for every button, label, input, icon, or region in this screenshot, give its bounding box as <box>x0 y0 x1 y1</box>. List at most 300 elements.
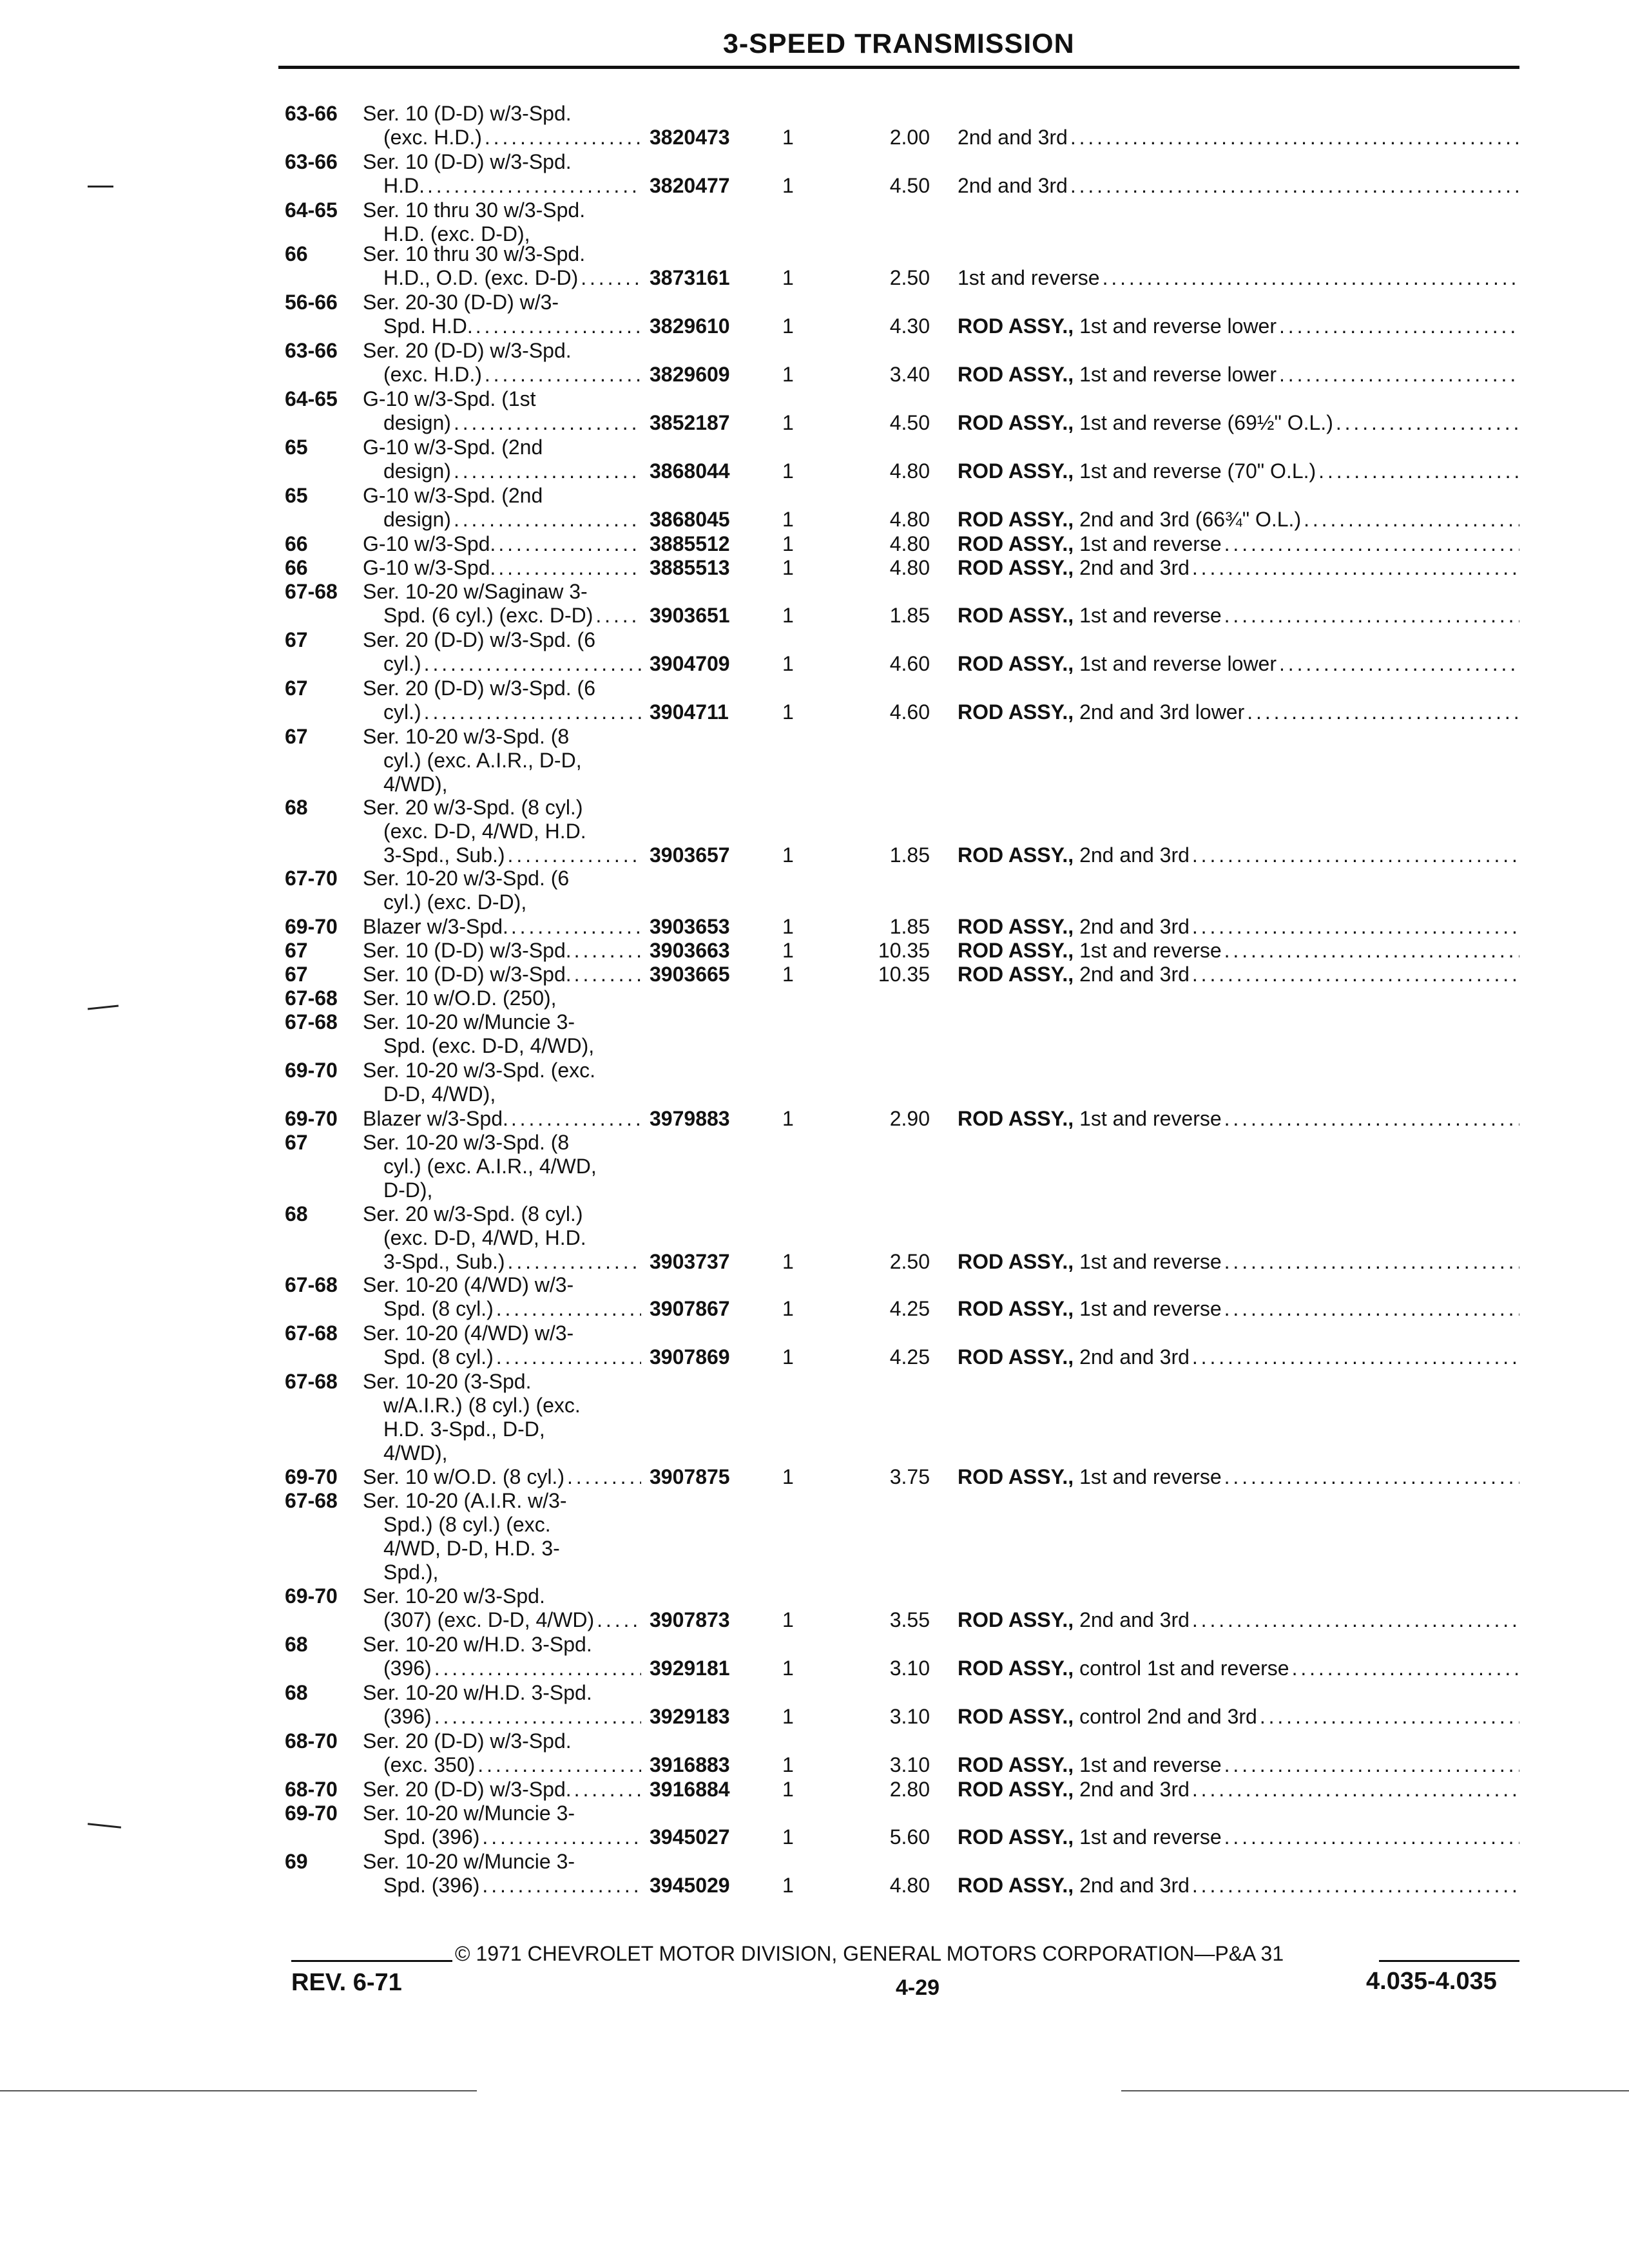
application-line: cyl.) (exc. A.I.R., D-D, <box>383 749 582 772</box>
part-number: 3852187 <box>650 411 730 434</box>
description <box>958 1608 1519 1632</box>
description-text <box>958 843 1190 867</box>
quantity: 1 <box>782 939 794 962</box>
description-bold: ROD ASSY., <box>958 915 1074 938</box>
description <box>958 604 1519 628</box>
dot-leader <box>511 1107 641 1131</box>
margin-mark <box>88 186 113 187</box>
quantity: 1 <box>782 1778 794 1801</box>
part-number: 3916883 <box>650 1753 730 1776</box>
description-bold: ROD ASSY., <box>958 1753 1074 1776</box>
description-bold: ROD ASSY., <box>958 411 1074 434</box>
model-year: 67 <box>285 628 308 651</box>
description-bold: ROD ASSY., <box>958 1345 1074 1369</box>
dot-leader <box>1224 1753 1519 1777</box>
description <box>958 915 1519 939</box>
model-year: 69-70 <box>285 1465 338 1488</box>
dot-leader <box>1224 939 1519 963</box>
application-line <box>363 1250 641 1274</box>
application-text: Spd. H.D. <box>383 314 473 338</box>
application-line: 4/WD), <box>383 773 448 796</box>
description-bold: ROD ASSY., <box>958 1465 1074 1488</box>
model-year: 68 <box>285 796 308 819</box>
application-line <box>363 314 641 338</box>
footer-rule <box>291 1960 452 1962</box>
description-bold: ROD ASSY., <box>958 556 1074 579</box>
application-line <box>363 1345 641 1369</box>
description-bold: ROD ASSY., <box>958 1705 1074 1728</box>
application <box>363 580 641 628</box>
application-text: design) <box>383 459 451 483</box>
description-text <box>958 1250 1222 1274</box>
dot-leader <box>1279 363 1519 387</box>
quantity: 1 <box>782 1825 794 1849</box>
application <box>363 1633 641 1680</box>
model-year: 69-70 <box>285 915 338 938</box>
description-detail: control 1st and reverse <box>1079 1657 1289 1680</box>
model-year: 67-68 <box>285 580 338 603</box>
part-number: 3907875 <box>650 1465 730 1488</box>
application-line: Ser. 10-20 w/Muncie 3- <box>363 1802 575 1825</box>
page-title: 3-SPEED TRANSMISSION <box>723 28 1075 59</box>
model-year: 67 <box>285 1131 308 1154</box>
part-number: 3907873 <box>650 1608 730 1631</box>
dot-leader <box>574 963 641 986</box>
description-text <box>958 411 1333 435</box>
part-number: 3903651 <box>650 604 730 627</box>
dot-leader <box>595 604 641 628</box>
quantity: 1 <box>782 1297 794 1320</box>
description-detail: 2nd and 3rd <box>1079 1608 1190 1631</box>
application-line: 4/WD), <box>383 1441 448 1465</box>
description-text <box>958 1297 1222 1321</box>
description-text <box>958 915 1190 939</box>
dot-leader <box>434 1705 641 1729</box>
application <box>363 484 641 532</box>
dot-leader <box>581 266 641 290</box>
description-detail: 2nd and 3rd lower <box>1079 700 1245 724</box>
part-number: 3829610 <box>650 314 730 338</box>
description-text <box>958 363 1277 387</box>
application-text: (396) <box>383 1705 432 1728</box>
application <box>363 1131 641 1202</box>
description-text <box>958 652 1277 676</box>
description-text <box>958 1705 1257 1729</box>
quantity: 1 <box>782 1753 794 1776</box>
application <box>363 102 641 149</box>
application-line: G-10 w/3-Spd. (2nd <box>363 436 543 459</box>
application-text: Blazer w/3-Spd. <box>363 915 508 938</box>
dot-leader <box>1224 1107 1519 1131</box>
part-number: 3916884 <box>650 1778 730 1801</box>
model-year: 63-66 <box>285 150 338 173</box>
dot-leader <box>454 459 641 483</box>
application-line <box>363 1657 641 1680</box>
description-text <box>958 1465 1222 1489</box>
application <box>363 242 641 290</box>
description-detail: 1st and reverse <box>1079 1825 1222 1849</box>
application-line <box>363 1874 641 1898</box>
description-detail: 2nd and 3rd (66¾" O.L.) <box>1079 508 1302 531</box>
application <box>363 867 641 914</box>
application-line <box>363 1107 641 1131</box>
price: 10.35 <box>878 939 930 962</box>
application-text: Ser. 20 (D-D) w/3-Spd. <box>363 1778 572 1801</box>
application <box>363 986 641 1010</box>
application-line <box>363 363 641 387</box>
price: 4.60 <box>889 652 930 675</box>
application-line: Spd. (exc. D-D, 4/WD), <box>383 1034 595 1057</box>
description-bold: ROD ASSY., <box>958 652 1074 675</box>
application-line <box>363 1705 641 1729</box>
model-year: 67 <box>285 939 308 962</box>
application <box>363 1465 641 1489</box>
application-text: design) <box>383 508 451 531</box>
model-year: 68 <box>285 1633 308 1656</box>
application-line: Ser. 20 (D-D) w/3-Spd. <box>363 339 572 362</box>
application-line: Ser. 10-20 w/3-Spd. (8 <box>363 1131 570 1154</box>
description-detail: 1st and reverse <box>1079 1107 1222 1130</box>
footer-copyright: © 1971 CHEVROLET MOTOR DIVISION, GENERAL MOTORS CORPORATION—P&A 31 <box>455 1942 1284 1965</box>
description <box>958 126 1519 149</box>
application-text: Spd. (6 cyl.) (exc. D-D) <box>383 604 593 627</box>
price: 1.85 <box>889 915 930 938</box>
dot-leader <box>454 508 641 532</box>
application-line: Ser. 10-20 w/3-Spd. (6 <box>363 867 570 890</box>
price: 4.25 <box>889 1345 930 1369</box>
quantity: 1 <box>782 459 794 483</box>
application-line: D-D), <box>383 1178 433 1202</box>
quantity: 1 <box>782 266 794 289</box>
part-number: 3907869 <box>650 1345 730 1369</box>
application <box>363 628 641 676</box>
description-text <box>958 939 1222 963</box>
dot-leader <box>1247 700 1519 724</box>
description <box>958 1250 1519 1274</box>
application <box>363 1010 641 1058</box>
description-detail: 2nd and 3rd <box>1079 915 1190 938</box>
application-text: Ser. 10 (D-D) w/3-Spd. <box>363 939 572 962</box>
application <box>363 291 641 338</box>
description-detail: 2nd and 3rd <box>958 126 1068 149</box>
application-line <box>363 652 641 676</box>
application-line: Ser. 10-20 (A.I.R. w/3- <box>363 1489 567 1512</box>
dot-leader <box>508 1250 641 1274</box>
description-text <box>958 556 1190 580</box>
dot-leader <box>424 652 641 676</box>
application-text: (exc. 350) <box>383 1753 476 1776</box>
dot-leader <box>482 1825 641 1849</box>
application-line <box>363 532 641 556</box>
model-year: 67-68 <box>285 1489 338 1512</box>
description-text <box>958 700 1244 724</box>
dot-leader <box>496 1345 641 1369</box>
description-text <box>958 604 1222 628</box>
application <box>363 963 641 986</box>
price: 5.60 <box>889 1825 930 1849</box>
description-detail: 1st and reverse <box>1079 604 1222 627</box>
application-line: Ser. 20-30 (D-D) w/3- <box>363 291 559 314</box>
dot-leader <box>1192 1345 1519 1369</box>
title-rule <box>278 66 1519 69</box>
description-bold: ROD ASSY., <box>958 1874 1074 1897</box>
application <box>363 1802 641 1849</box>
description-text <box>958 1874 1190 1898</box>
model-year: 66 <box>285 242 308 265</box>
dot-leader <box>1070 174 1519 198</box>
description <box>958 508 1519 532</box>
revision-label: REV. 6-71 <box>291 1969 402 1996</box>
dot-leader <box>1336 411 1519 435</box>
description-text <box>958 266 1100 290</box>
footer-rule <box>1379 1960 1519 1962</box>
part-number: 3929181 <box>650 1657 730 1680</box>
quantity: 1 <box>782 915 794 938</box>
description <box>958 1107 1519 1131</box>
price: 4.50 <box>889 174 930 197</box>
margin-mark <box>88 1004 119 1010</box>
quantity: 1 <box>782 1874 794 1897</box>
description-bold: ROD ASSY., <box>958 700 1074 724</box>
description <box>958 1345 1519 1369</box>
application-line: Ser. 10 thru 30 w/3-Spd. <box>363 198 586 222</box>
application-line: Ser. 20 w/3-Spd. (8 cyl.) <box>363 1202 583 1225</box>
application <box>363 1202 641 1274</box>
description-detail: 2nd and 3rd <box>1079 1778 1190 1801</box>
application <box>363 1273 641 1321</box>
description-bold: ROD ASSY., <box>958 1657 1074 1680</box>
application-line <box>363 411 641 435</box>
dot-leader <box>511 915 641 939</box>
application <box>363 198 641 246</box>
part-number: 3903665 <box>650 963 730 986</box>
part-number: 3904709 <box>650 652 730 675</box>
price: 3.75 <box>889 1465 930 1488</box>
application-line <box>363 1465 641 1489</box>
dot-leader <box>1224 532 1519 556</box>
section-number: 4.035-4.035 <box>1366 1968 1497 1995</box>
application-line <box>363 126 641 149</box>
description-bold: ROD ASSY., <box>958 1250 1074 1273</box>
price: 3.40 <box>889 363 930 386</box>
application-text: 3-Spd., Sub.) <box>383 843 505 867</box>
dot-leader <box>454 411 641 435</box>
price: 4.30 <box>889 314 930 338</box>
part-number: 3929183 <box>650 1705 730 1728</box>
application-line: w/A.I.R.) (8 cyl.) (exc. <box>383 1394 581 1417</box>
application <box>363 436 641 483</box>
part-number: 3829609 <box>650 363 730 386</box>
application-line: Spd.) (8 cyl.) (exc. <box>383 1513 551 1536</box>
model-year: 67-70 <box>285 867 338 890</box>
dot-leader <box>1224 604 1519 628</box>
part-number: 3903663 <box>650 939 730 962</box>
application-line <box>363 843 641 867</box>
application-line <box>363 1608 641 1632</box>
description-bold: ROD ASSY., <box>958 532 1074 555</box>
application-text: Spd. (396) <box>383 1825 480 1849</box>
description-detail: 1st and reverse <box>1079 1250 1222 1273</box>
description <box>958 700 1519 724</box>
dot-leader <box>476 314 641 338</box>
dot-leader <box>496 1297 641 1321</box>
quantity: 1 <box>782 556 794 579</box>
application-text: Blazer w/3-Spd. <box>363 1107 508 1130</box>
application-text: design) <box>383 411 451 434</box>
dot-leader <box>424 700 641 724</box>
part-number: 3903737 <box>650 1250 730 1273</box>
part-number: 3868045 <box>650 508 730 531</box>
model-year: 69-70 <box>285 1059 338 1082</box>
dot-leader <box>1192 963 1519 986</box>
application-line: Ser. 20 (D-D) w/3-Spd. <box>363 1729 572 1753</box>
price: 2.50 <box>889 266 930 289</box>
part-number: 3907867 <box>650 1297 730 1320</box>
application-line <box>363 266 641 290</box>
description <box>958 1465 1519 1489</box>
description-text <box>958 1608 1190 1632</box>
description-text <box>958 1107 1222 1131</box>
application <box>363 939 641 963</box>
application-text: (307) (exc. D-D, 4/WD) <box>383 1608 595 1631</box>
dot-leader <box>508 843 641 867</box>
application-line <box>363 174 641 198</box>
price: 3.10 <box>889 1705 930 1728</box>
description <box>958 174 1519 198</box>
application-line <box>363 963 641 986</box>
description-bold: ROD ASSY., <box>958 843 1074 867</box>
part-number: 3945029 <box>650 1874 730 1897</box>
model-year: 64-65 <box>285 387 338 410</box>
quantity: 1 <box>782 700 794 724</box>
price: 10.35 <box>878 963 930 986</box>
price: 4.80 <box>889 556 930 579</box>
application-line: G-10 w/3-Spd. (2nd <box>363 484 543 507</box>
part-number: 3945027 <box>650 1825 730 1849</box>
application-line: Ser. 10 (D-D) w/3-Spd. <box>363 102 572 125</box>
application-line: (exc. D-D, 4/WD, H.D. <box>383 1226 586 1249</box>
model-year: 65 <box>285 484 308 507</box>
description-text <box>958 963 1190 986</box>
model-year: 67-68 <box>285 1321 338 1345</box>
application-line <box>363 508 641 532</box>
application-text: Ser. 10 (D-D) w/3-Spd. <box>363 963 572 986</box>
description <box>958 314 1519 338</box>
quantity: 1 <box>782 604 794 627</box>
dot-leader <box>1304 508 1519 532</box>
dot-leader <box>1224 1465 1519 1489</box>
dot-leader <box>1292 1657 1519 1680</box>
price: 4.80 <box>889 1874 930 1897</box>
model-year: 67-68 <box>285 986 338 1010</box>
quantity: 1 <box>782 1345 794 1369</box>
part-number: 3873161 <box>650 266 730 289</box>
price: 2.50 <box>889 1250 930 1273</box>
description <box>958 1657 1519 1680</box>
application-text: H.D., O.D. (exc. D-D) <box>383 266 579 289</box>
application-line: 4/WD, D-D, H.D. 3- <box>383 1537 560 1560</box>
description-text <box>958 508 1301 532</box>
description <box>958 652 1519 676</box>
application-line <box>363 459 641 483</box>
application <box>363 1729 641 1777</box>
description-bold: ROD ASSY., <box>958 939 1074 962</box>
description-text <box>958 1657 1289 1680</box>
application-line: Ser. 10 thru 30 w/3-Spd. <box>363 242 586 265</box>
description-detail: 2nd and 3rd <box>1079 963 1190 986</box>
application-line <box>363 1753 641 1777</box>
quantity: 1 <box>782 652 794 675</box>
dot-leader <box>567 1465 641 1489</box>
application-line: Ser. 10-20 w/Muncie 3- <box>363 1850 575 1873</box>
description <box>958 532 1519 556</box>
model-year: 69-70 <box>285 1107 338 1130</box>
model-year: 67 <box>285 677 308 700</box>
part-number: 3820473 <box>650 126 730 149</box>
description <box>958 1753 1519 1777</box>
application-line: Ser. 10-20 (4/WD) w/3- <box>363 1273 574 1296</box>
model-year: 67-68 <box>285 1370 338 1393</box>
description-text <box>958 314 1277 338</box>
price: 4.80 <box>889 508 930 531</box>
price: 3.55 <box>889 1608 930 1631</box>
description-detail: 1st and reverse <box>1079 1753 1222 1776</box>
description-detail: 1st and reverse lower <box>1079 652 1277 675</box>
application-text: Spd. (8 cyl.) <box>383 1345 494 1369</box>
price: 2.00 <box>889 126 930 149</box>
dot-leader <box>1070 126 1519 149</box>
bottom-rule <box>0 2090 477 2091</box>
quantity: 1 <box>782 1657 794 1680</box>
application <box>363 1850 641 1898</box>
description <box>958 1825 1519 1849</box>
model-year: 69-70 <box>285 1584 338 1608</box>
application <box>363 725 641 796</box>
application-line <box>363 939 641 963</box>
part-number: 3820477 <box>650 174 730 197</box>
application <box>363 1370 641 1465</box>
application <box>363 1107 641 1131</box>
description-bold: ROD ASSY., <box>958 314 1074 338</box>
description-detail: 1st and reverse (69½" O.L.) <box>1079 411 1333 434</box>
description <box>958 1778 1519 1802</box>
part-number: 3903657 <box>650 843 730 867</box>
application-line <box>363 1778 641 1802</box>
model-year: 66 <box>285 532 308 555</box>
dot-leader <box>1260 1705 1519 1729</box>
application-line <box>363 915 641 939</box>
model-year: 63-66 <box>285 339 338 362</box>
application <box>363 1489 641 1584</box>
price: 4.80 <box>889 532 930 555</box>
dot-leader <box>1318 459 1519 483</box>
quantity: 1 <box>782 411 794 434</box>
application-line: Ser. 10 (D-D) w/3-Spd. <box>363 150 572 173</box>
application-text: G-10 w/3-Spd. <box>363 556 496 579</box>
description-detail: 2nd and 3rd <box>958 174 1068 197</box>
dot-leader <box>574 939 641 963</box>
application-line: H.D. (exc. D-D), <box>383 222 530 245</box>
dot-leader <box>1279 314 1519 338</box>
application-line: (exc. D-D, 4/WD, H.D. <box>383 820 586 843</box>
description-bold: ROD ASSY., <box>958 604 1074 627</box>
dot-leader <box>1192 1874 1519 1898</box>
application-line: Ser. 10-20 (4/WD) w/3- <box>363 1321 574 1345</box>
description-text <box>958 459 1316 483</box>
price: 4.50 <box>889 411 930 434</box>
description <box>958 266 1519 290</box>
description <box>958 939 1519 963</box>
